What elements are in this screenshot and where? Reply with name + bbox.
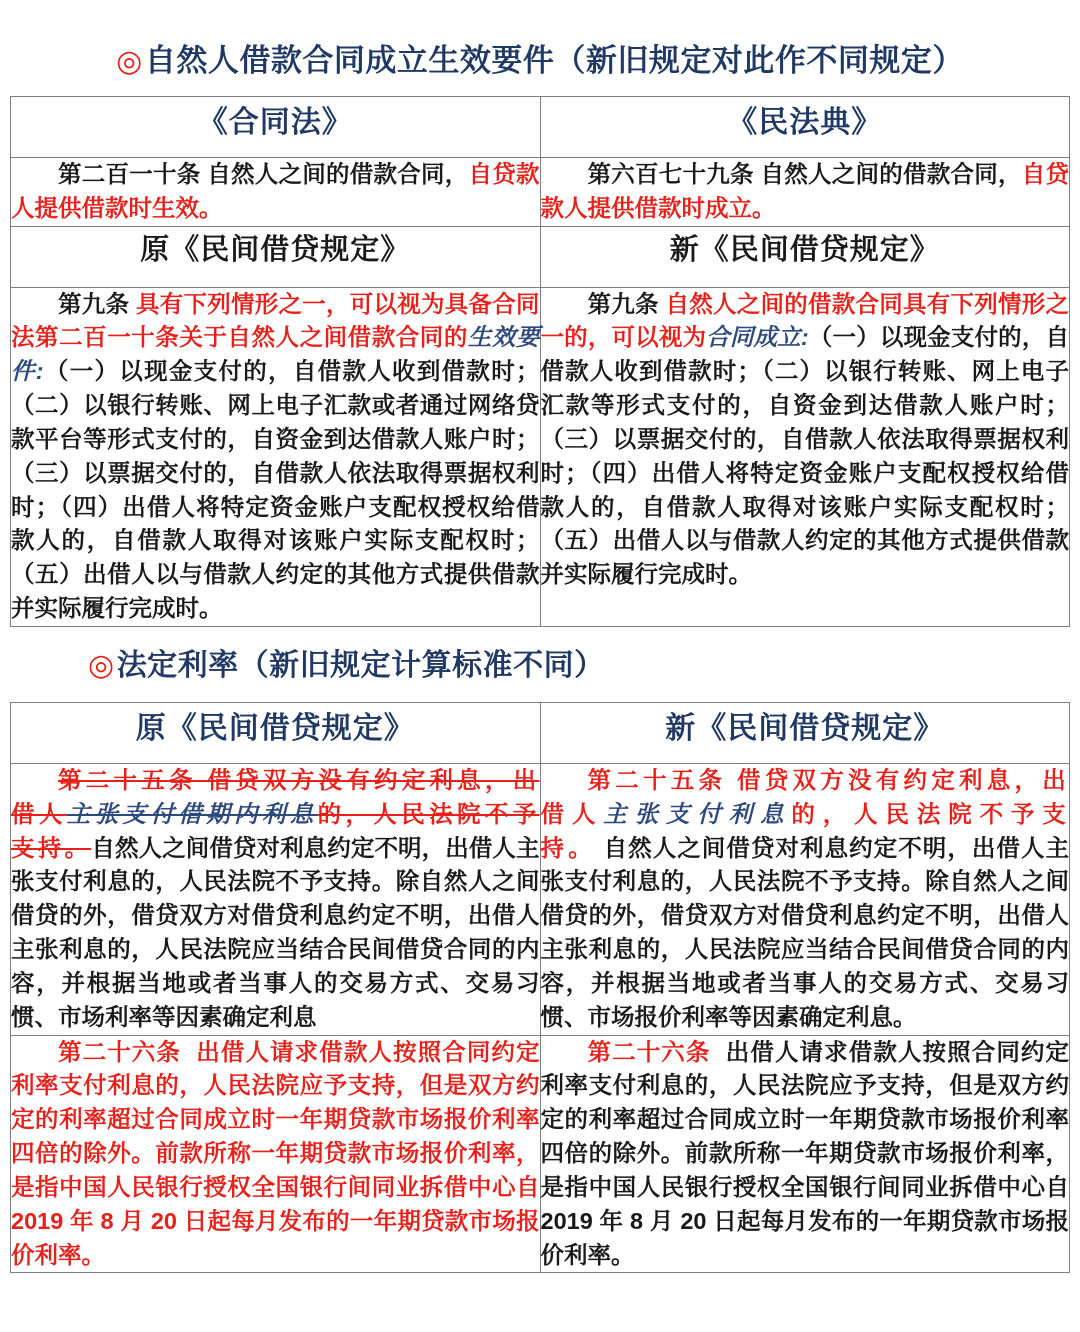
new-art25-red-2: 的，人民法院不予支持。 [540,800,1069,861]
table-header-civil-code: 《民法典》 [540,97,1070,158]
old-art26-label: 第二十六条 [58,1038,181,1065]
new-art9-blue-text: 合同成立: [706,324,809,351]
old-art25-label-struck: 第二十五条 [58,766,197,793]
old-art9-blue-text: 生效要件: [11,324,540,385]
bullet-icon: ◎ [116,45,143,78]
new-art26-label: 第二十六条 [587,1038,711,1065]
art210-black-text: 第二百一十条 自然人之间的借款合同， [58,161,469,187]
new-art25-red-1: 借贷双方没有约定利息，出借人 [540,766,1070,827]
table-header-old-lending-rules: 原《民间借贷规定》 [11,226,541,287]
old-art9-label: 第九条 [58,290,130,317]
old-art25-red-struck-2: 的，人民法院不予支持。 [11,800,540,861]
comparison-table-2 [10,702,1070,1273]
table2-header-new-lending-rules: 新《民间借贷规定》 [540,702,1070,763]
new-art25-label: 第二十五条 [587,766,727,793]
old-art25-red-struck-1: 借贷双方没有约定利息，出借人 [11,766,540,827]
cell-old-rules-art25 [11,763,541,1035]
new-art9-red-text: 自然人之间的借款合同具有下列情形之一的，可以视为 [540,290,1070,351]
table-row [11,702,1070,763]
table-header-contract-law: 《合同法》 [11,97,541,158]
table-row [11,287,1070,626]
new-art9-black-text: （一）以现金支付的，自借款人收到借款时；（二）以银行转账、网上电子汇款等形式支付的，自资金到达借款人账户时；（三）以票据交付的，自借款人依法取得票据权利时；（四）出借人将特定资金账户支配权授权给借款人的，自借款人取得对该账户实际支配权时；（五）出借人以与借款人约定的其他方式提供借款并实际履行完成时。 [540,324,1070,588]
art210-red-text: 自贷款人提供借款时生效。 [11,161,540,221]
old-art25-blue-struck: 主张支付借期内利息 [66,800,318,827]
table2-header-old-lending-rules: 原《民间借贷规定》 [11,702,541,763]
section-2-title-text: 法定利率（新旧规定计算标准不同） [116,648,605,682]
table-row [11,763,1070,1035]
old-art26-red-text: 出借人请求借款人按照合同约定利率支付利息的，人民法院应予支持，但是双方约定的利率超过合同成立时一年期贷款市场报价利率四倍的除外。前款所称一年期贷款市场报价利率，是指中国人民银行授权全国银行间同业拆借中心自 2019 年 8 月 20 日起每月发布的一年期贷款市场报价利率。 [11,1038,540,1268]
new-art26-black-text: 出借人请求借款人按照合同约定利率支付利息的，人民法院应予支持，但是双方约定的利率超过合同成立时一年期贷款市场报价利率四倍的除外。前款所称一年期贷款市场报价利率，是指中国人民银行授权全国银行间同业拆借中心自 2019 年 8 月 20 日起每月发布的一年期贷款市场报价利率。 [540,1038,1070,1268]
cell-civil-code-art679 [540,158,1070,227]
old-art9-black-text: （一）以现金支付的，自借款人收到借款时；（二）以银行转账、网上电子汇款或者通过网络贷款平台等形式支付的，自资金到达借款人账户时；（三）以票据交付的，自借款人依法取得票据权利时；（四）出借人将特定资金账户支配权授权给借款人的，自借款人取得对该账户实际支配权时；（五）出借人以与借款人约定的其他方式提供借款并实际履行完成时。 [11,358,540,622]
cell-old-rules-art9 [11,287,541,626]
new-art25-blue: 主张支付利息 [603,800,792,827]
cell-contract-law-art210 [11,158,541,227]
art679-red-text: 自贷款人提供借款时成立。 [540,161,1069,221]
new-art9-label: 第九条 [587,290,659,317]
art679-black-text: 第六百七十九条 自然人之间的借款合同， [587,161,1022,187]
section-2-title [10,627,1070,702]
table-row [11,158,1070,227]
cell-new-rules-art26 [540,1035,1070,1273]
table-header-new-lending-rules: 新《民间借贷规定》 [540,226,1070,287]
bullet-icon-2: ◎ [88,648,115,682]
table-row [11,1035,1070,1273]
comparison-table-1 [10,96,1070,627]
old-art9-red-text: 具有下列情形之一，可以视为具备合同法第二百一十条关于自然人之间借款合同的 [11,290,540,351]
new-art25-black-text: 自然人之间借贷对利息约定不明，出借人主张支付利息的，人民法院不予支持。除自然人之间借贷的外，借贷双方对借贷利息约定不明，出借人主张利息的，人民法院应当结合民间借贷合同的内容，并根据当地或者当事人的交易方式、交易习惯、市场报价利率等因素确定利息。 [540,834,1070,1030]
cell-new-rules-art25 [540,763,1070,1035]
section-1-title-text: 自然人借款合同成立生效要件（新旧规定对此作不同规定） [144,43,964,78]
old-art25-black-text: 自然人之间借贷对利息约定不明，出借人主张支付利息的，人民法院不予支持。除自然人之间借贷的外，借贷双方对借贷利息约定不明，出借人主张利息的，人民法院应当结合民间借贷合同的内容，并根据当地或者当事人的交易方式、交易习惯、市场利率等因素确定利息 [11,834,540,1030]
cell-new-rules-art9 [540,287,1070,626]
section-1-title [10,0,1070,96]
table-row [11,226,1070,287]
cell-old-rules-art26 [11,1035,541,1273]
table-row [11,97,1070,158]
